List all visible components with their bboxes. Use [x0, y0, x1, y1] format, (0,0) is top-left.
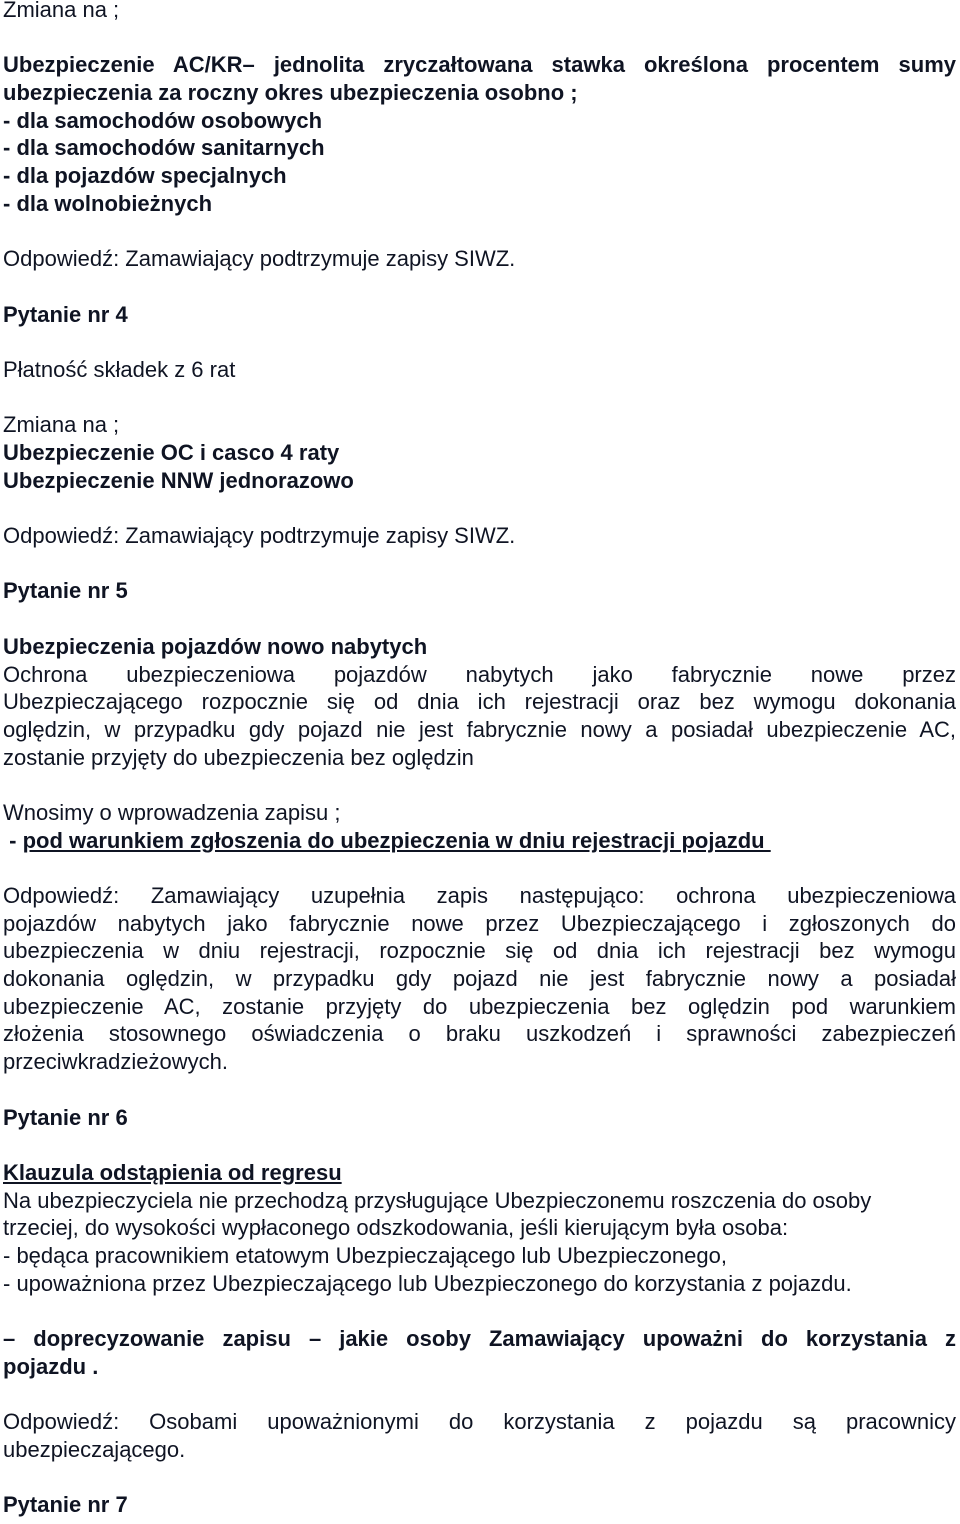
answer-paragraph: Odpowiedź: Osobami upoważnionymi do korzystania z pojazdu są pracownicy — [3, 1409, 956, 1435]
requested-clause: - pod warunkiem zgłoszenia do ubezpieczenia w dniu rejestracji pojazdu — [3, 827, 771, 853]
answer-paragraph: Odpowiedź: Zamawiający uzupełnia zapis następująco: ochrona ubezpieczeniowa — [3, 883, 956, 908]
vehicle-type-item: - dla samochodów osobowych — [3, 107, 323, 133]
oc-casco-installments: Ubezpieczenie OC i casco 4 raty — [3, 440, 340, 465]
change-label: Zmiana na ; — [3, 412, 120, 438]
vehicle-type-item: - dla samochodów sanitarnych — [3, 135, 325, 161]
question-heading-7: Pytanie nr 7 — [3, 1492, 128, 1518]
answer-paragraph: dokonania oględzin, w przypadku gdy pojazd nie jest fabrycznie nowy a posiadał — [3, 966, 956, 992]
answer-paragraph: złożenia stosownego oświadczenia o braku uszkodzeń i sprawności zabezpieczeń — [3, 1021, 956, 1047]
new-vehicles-text: zostanie przyjęty do ubezpieczenia bez oględzin — [3, 744, 474, 770]
answer-paragraph: ubezpieczającego. — [3, 1436, 186, 1462]
question-heading-4: Pytanie nr 4 — [3, 301, 128, 327]
ac-rate-heading: Ubezpieczenie AC/KR– jednolita zryczałtowana stawka określona procentem sumy — [3, 52, 956, 78]
regress-clause-text: Na ubezpieczyciela nie przechodzą przysługujące Ubezpieczonemu roszczenia do osoby — [3, 1187, 872, 1213]
regress-clause-text: - będąca pracownikiem etatowym Ubezpieczającego lub Ubezpieczonego, — [3, 1242, 727, 1268]
regress-clause-heading: Klauzula odstąpienia od regresu — [3, 1159, 342, 1185]
clarification-request: – doprecyzowanie zapisu – jakie osoby Zamawiający upoważni do korzystania z — [3, 1326, 956, 1351]
new-vehicles-text: Ubezpieczającego rozpocznie się od dnia ich rejestracji oraz bez wymogu dokonania — [3, 689, 956, 715]
nnw-single-payment: Ubezpieczenie NNW jednorazowo — [3, 467, 354, 493]
answer-paragraph: ubezpieczenia w dniu rejestracji, rozpocznie się od dnia ich rejestracji bez wymogu — [3, 938, 956, 964]
question-heading-5: Pytanie nr 5 — [3, 578, 128, 604]
question-heading-6: Pytanie nr 6 — [3, 1104, 128, 1130]
ac-rate-heading-cont: ubezpieczenia za roczny okres ubezpieczenia osobno ; — [3, 80, 578, 106]
new-vehicles-heading: Ubezpieczenia pojazdów nowo nabytych — [3, 633, 428, 659]
answer-paragraph: Odpowiedź: Zamawiający podtrzymuje zapisy SIWZ. — [3, 246, 516, 272]
requested-clause-underlined: pod warunkiem zgłoszenia do ubezpieczenia w dniu rejestracji pojazdu — [22, 827, 771, 853]
clarification-request-cont: pojazdu . — [3, 1353, 99, 1379]
new-vehicles-text: oględzin, w przypadku gdy pojazd nie jest fabrycznie nowy a posiadał ubezpieczenie AC, — [3, 716, 956, 742]
change-label: Zmiana na ; — [3, 0, 120, 22]
regress-clause-text: trzeciej, do wysokości wypłaconego odszkodowania, jeśli kierującym była osoba: — [3, 1215, 789, 1241]
document-page — [3, 0, 956, 1519]
answer-paragraph: przeciwkradzieżowych. — [3, 1049, 228, 1075]
vehicle-type-item: - dla pojazdów specjalnych — [3, 163, 287, 189]
vehicle-type-item: - dla wolnobieżnych — [3, 190, 213, 216]
answer-paragraph: ubezpieczenie AC, zostanie przyjęty do ubezpieczenia bez oględzin pod warunkiem — [3, 993, 956, 1019]
request-label: Wnosimy o wprowadzenia zapisu ; — [3, 799, 341, 825]
premium-payment-text: Płatność składek z 6 rat — [3, 356, 236, 382]
answer-paragraph: Odpowiedź: Zamawiający podtrzymuje zapisy SIWZ. — [3, 523, 516, 549]
regress-clause-text: - upoważniona przez Ubezpieczającego lub Ubezpieczonego do korzystania z pojazdu. — [3, 1270, 852, 1296]
new-vehicles-text: Ochrona ubezpieczeniowa pojazdów nabytych jako fabrycznie nowe przez — [3, 661, 956, 687]
answer-paragraph: pojazdów nabytych jako fabrycznie nowe przez Ubezpieczającego i zgłoszonych do — [3, 910, 956, 936]
